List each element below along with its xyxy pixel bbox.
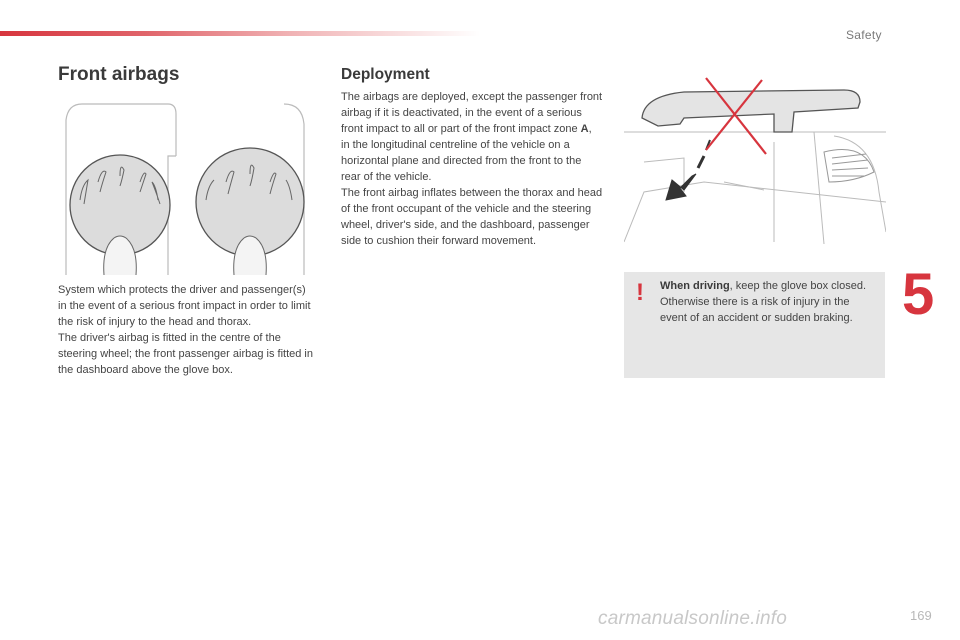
driver-airbag — [70, 155, 170, 275]
glove-box-illustration — [624, 72, 886, 244]
warning-text: When driving, keep the glove box closed. Otherwise there is a risk of injury in the event of an accident or sudden braking. — [660, 280, 867, 324]
section-heading-deployment: Deployment — [341, 66, 430, 83]
section-label: Safety — [846, 28, 882, 42]
intro-text — [58, 282, 314, 378]
chapter-number: 5 — [902, 262, 935, 327]
warning-lead: When driving — [660, 280, 730, 292]
page-number: 169 — [910, 608, 932, 623]
header-gradient-bar — [0, 31, 480, 36]
intro-paragraph-2: The driver's airbag is fitted in the centre of the steering wheel; the front passenger airbag is fitted in the dashboard above the glove box. — [58, 332, 313, 376]
deployment-paragraph-2: The front airbag inflates between the thorax and head of the front occupant of the vehicle and the steering wheel, driver's side, and the dashboard, passenger side to cushion their forward movement. — [341, 187, 603, 247]
intro-paragraph-1: System which protects the driver and passenger(s) in the event of a serious front impact in order to limit the risk of injury to the head and thorax. — [58, 284, 311, 328]
dashboard-lid — [642, 90, 860, 132]
deployment-text — [341, 89, 603, 249]
watermark: carmanualsonline.info — [598, 608, 788, 629]
airbag-deployment-illustration — [58, 100, 314, 275]
deployment-paragraph-1: The airbags are deployed, except the passenger front airbag if it is deactivated, in the event of a serious front impact to all or part of the front impact zone A, in the longitudinal centreline of the vehicle on a horizontal plane and directed from the front to the rear of the vehicle. — [341, 91, 603, 183]
warning-box — [624, 272, 885, 378]
exclamation-icon: ! — [636, 279, 644, 306]
page-title: Front airbags — [58, 64, 180, 85]
passenger-airbag — [196, 148, 304, 275]
glove-box-arrow — [666, 140, 710, 200]
impact-zone-label: A — [580, 123, 589, 135]
